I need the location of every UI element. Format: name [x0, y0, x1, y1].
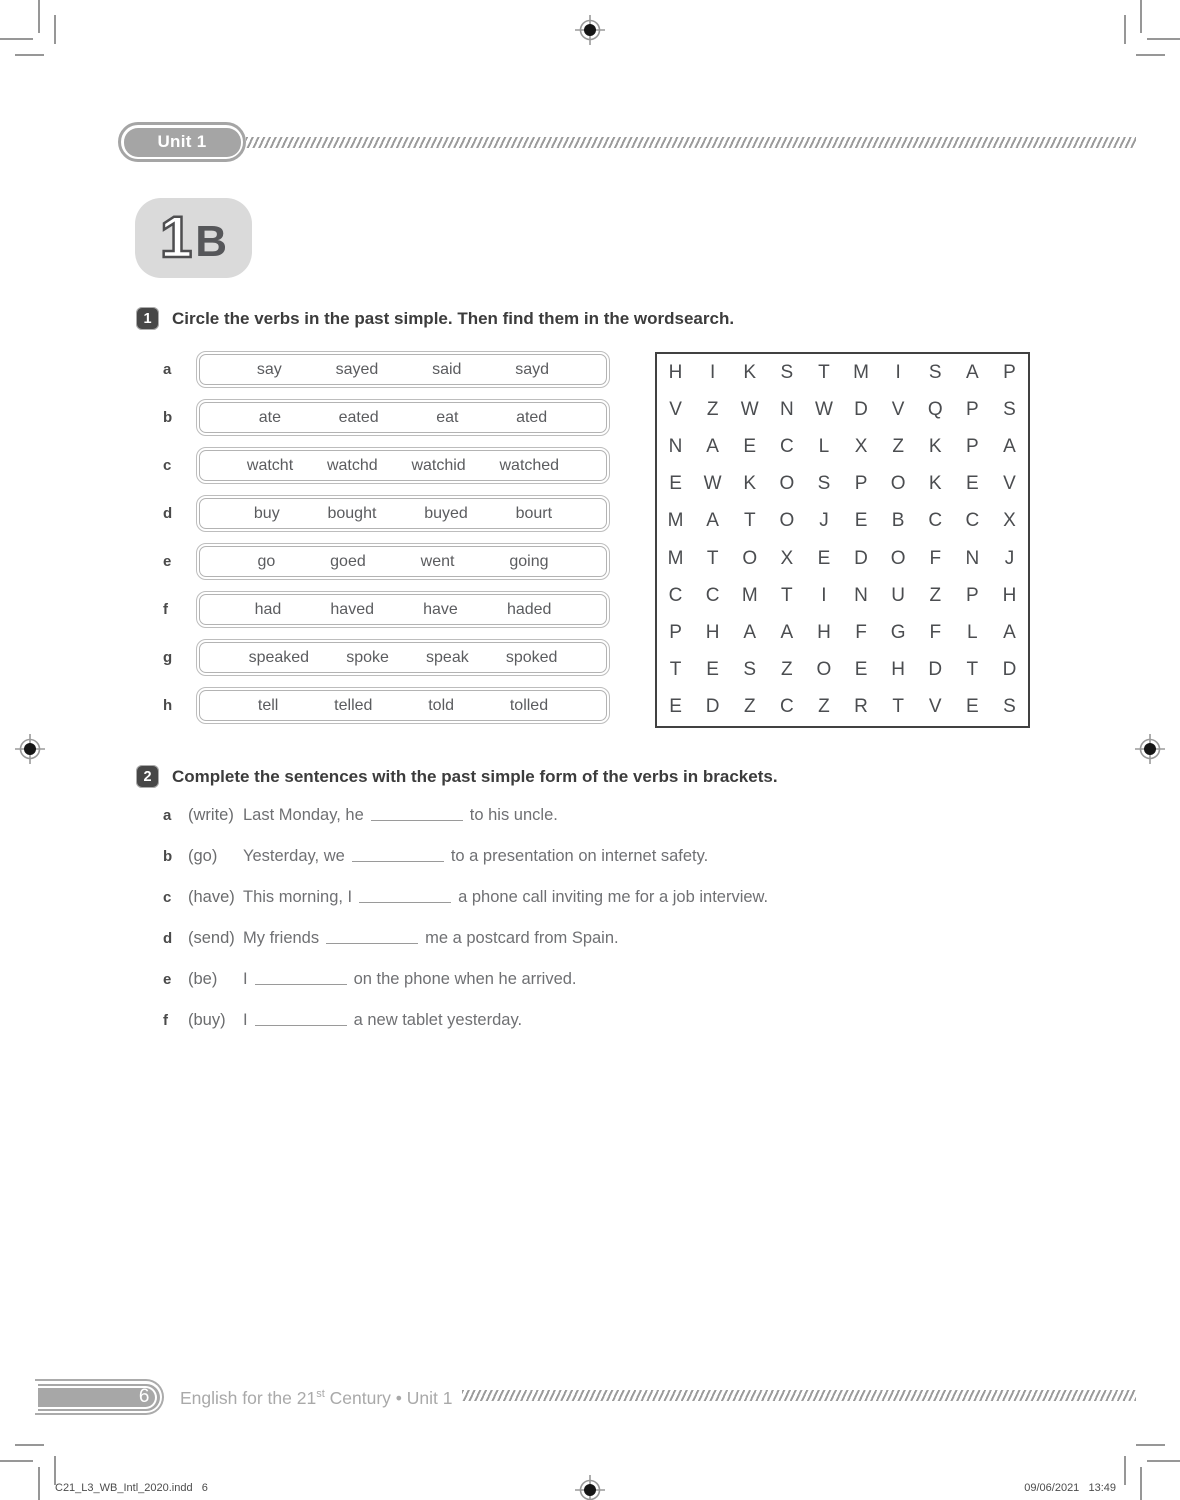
wordsearch-cell[interactable]: Z — [743, 696, 756, 718]
verb-option[interactable]: told — [428, 696, 455, 714]
crop-mark — [1140, 1467, 1142, 1500]
options-box — [196, 351, 610, 388]
verb-option[interactable]: watchd — [326, 456, 378, 474]
wordsearch-cell[interactable]: D — [854, 547, 868, 569]
wordsearch-cell[interactable]: W — [814, 398, 833, 420]
sentence-post: to his uncle. — [469, 806, 558, 824]
wordsearch-cell[interactable]: M — [667, 510, 684, 532]
verb-option[interactable]: bourt — [515, 504, 553, 522]
registration-mark-icon — [575, 1475, 605, 1500]
sentence-pre: I — [243, 1011, 248, 1029]
wordsearch-cell[interactable]: O — [890, 547, 906, 569]
sentence-pre: My friends — [243, 929, 320, 947]
wordsearch-cell[interactable]: S — [780, 361, 794, 383]
sentence-text — [243, 847, 708, 866]
unit-tab — [118, 122, 246, 162]
sentence-item — [163, 970, 1113, 993]
registration-mark-icon — [575, 15, 605, 45]
verb-option[interactable]: eat — [436, 408, 459, 426]
verb-option[interactable]: tolled — [509, 696, 549, 714]
wordsearch-cell[interactable]: I — [710, 361, 716, 383]
wordsearch-cell[interactable]: C — [668, 584, 683, 606]
verb-option[interactable]: had — [254, 600, 282, 618]
registration-mark-icon — [15, 734, 45, 764]
wordsearch-cell[interactable]: D — [1002, 659, 1017, 681]
verb-option[interactable]: buyed — [424, 504, 468, 522]
wordsearch-cell[interactable]: N — [965, 547, 980, 569]
wordsearch-row — [657, 466, 1028, 503]
item-verb: (send) — [188, 929, 235, 947]
wordsearch-cell[interactable]: D — [854, 398, 868, 420]
unit-tab-label: Unit 1 — [124, 128, 241, 157]
verb-option[interactable]: ate — [258, 408, 282, 426]
wordsearch-cell[interactable]: T — [706, 547, 719, 569]
sentence-item — [163, 888, 1113, 911]
verb-option[interactable]: bought — [327, 504, 377, 522]
wordsearch-cell[interactable]: B — [891, 510, 905, 532]
verb-option[interactable]: eated — [338, 408, 379, 426]
wordsearch-cell[interactable]: V — [669, 398, 682, 420]
sentence-text — [243, 1011, 522, 1030]
wordsearch-cell[interactable]: O — [816, 659, 832, 681]
wordsearch-cell[interactable]: O — [779, 473, 795, 495]
options-box — [196, 543, 610, 580]
crop-mark — [15, 54, 44, 56]
footer-series-title — [180, 1388, 452, 1409]
wordsearch-cell[interactable]: I — [821, 584, 827, 606]
sentence-text — [243, 929, 619, 948]
wordsearch-cell[interactable]: J — [1004, 547, 1015, 569]
footer-page-pill — [35, 1379, 164, 1415]
wordsearch-cell[interactable]: A — [1003, 435, 1016, 457]
crop-mark — [1140, 0, 1142, 33]
answer-blank[interactable] — [352, 861, 444, 862]
exercise2-header — [136, 765, 778, 788]
verb-option[interactable]: go — [257, 552, 276, 570]
item-verb: (go) — [188, 847, 218, 865]
item-verb: (buy) — [188, 1011, 226, 1029]
options-box — [196, 591, 610, 628]
exercise2-items — [163, 806, 1113, 1052]
verb-options-row — [163, 639, 610, 676]
wordsearch-cell[interactable]: N — [779, 398, 794, 420]
footer-title-pre: English for the 21 — [180, 1388, 317, 1408]
row-letter: g — [163, 649, 173, 666]
lesson-letter: B — [195, 217, 228, 266]
crop-mark — [54, 15, 56, 44]
sentence-post: a new tablet yesterday. — [353, 1011, 523, 1029]
verb-option[interactable]: buy — [253, 504, 280, 522]
item-verb: (write) — [188, 806, 234, 824]
exercise2-number-badge: 2 — [136, 765, 159, 788]
verb-options-row — [163, 543, 610, 580]
row-letter: c — [163, 457, 172, 474]
wordsearch-row — [657, 391, 1028, 428]
wordsearch-cell[interactable]: E — [854, 659, 868, 681]
wordsearch-cell[interactable]: H — [705, 621, 720, 643]
verb-option[interactable]: haved — [330, 600, 374, 618]
wordsearch-cell[interactable]: U — [891, 584, 905, 606]
wordsearch-cell[interactable]: K — [928, 473, 942, 495]
verb-option[interactable]: tell — [257, 696, 279, 714]
wordsearch-cell[interactable]: S — [1003, 696, 1016, 718]
wordsearch-cell[interactable]: A — [706, 510, 719, 532]
verb-option[interactable]: going — [509, 552, 549, 570]
wordsearch-cell[interactable]: C — [965, 510, 980, 532]
row-letter: h — [163, 697, 173, 714]
crop-mark — [38, 0, 40, 33]
exercise1-rows — [163, 351, 610, 735]
lesson-number: 1 — [159, 205, 193, 270]
exercise1-header — [136, 307, 734, 330]
row-letter: a — [163, 361, 172, 378]
exercise1-instruction: Circle the verbs in the past simple. Then find them in the wordsearch. — [172, 309, 735, 328]
options-box — [196, 399, 610, 436]
sentence-item — [163, 929, 1113, 952]
crop-mark — [1124, 1456, 1126, 1485]
wordsearch-cell[interactable]: F — [929, 547, 942, 569]
wordsearch-row — [657, 614, 1028, 651]
wordsearch-cell[interactable]: L — [967, 621, 978, 643]
footer-title-sup: st — [316, 1388, 325, 1401]
wordsearch-cell[interactable]: S — [817, 473, 831, 495]
wordsearch-cell[interactable]: K — [743, 361, 757, 383]
wordsearch-cell[interactable]: E — [743, 435, 757, 457]
crop-mark — [1136, 54, 1165, 56]
wordsearch-cell[interactable]: T — [669, 659, 682, 681]
answer-blank[interactable] — [359, 902, 451, 903]
verb-option[interactable]: speaked — [248, 648, 310, 666]
wordsearch-cell[interactable]: H — [1002, 584, 1017, 606]
crop-mark — [54, 1456, 56, 1485]
footer-page-pill-fill — [38, 1384, 160, 1411]
item-verb: (be) — [188, 970, 218, 988]
verb-option[interactable]: watchid — [411, 456, 466, 474]
wordsearch-cell[interactable]: C — [779, 696, 794, 718]
registration-mark-icon — [1135, 734, 1165, 764]
wordsearch-cell[interactable]: M — [667, 547, 684, 569]
wordsearch-row — [657, 652, 1028, 689]
wordsearch-cell[interactable]: C — [705, 584, 720, 606]
wordsearch-cell[interactable]: Z — [781, 659, 793, 681]
item-letter: c — [163, 889, 172, 906]
wordsearch-cell[interactable]: F — [855, 621, 867, 643]
item-letter: b — [163, 848, 173, 865]
verb-options-row — [163, 351, 610, 388]
wordsearch-cell[interactable]: K — [743, 473, 757, 495]
crop-mark — [0, 38, 33, 40]
wordsearch-cell[interactable]: S — [743, 659, 757, 681]
wordsearch-cell[interactable]: I — [895, 361, 901, 383]
wordsearch-cell[interactable]: N — [668, 435, 683, 457]
header-hatched-rule — [246, 137, 1136, 148]
wordsearch-cell[interactable]: P — [1003, 361, 1016, 383]
sentence-post: to a presentation on internet safety. — [450, 847, 709, 865]
wordsearch-cell[interactable]: G — [890, 621, 906, 643]
wordsearch-cell[interactable]: Z — [929, 584, 942, 606]
wordsearch-cell[interactable]: C — [779, 435, 794, 457]
verb-option[interactable]: said — [432, 360, 462, 378]
wordsearch-cell[interactable]: N — [854, 584, 868, 606]
verb-option[interactable]: went — [420, 552, 455, 570]
item-letter: e — [163, 971, 172, 988]
wordsearch-cell[interactable]: Z — [706, 398, 719, 420]
sentence-item — [163, 806, 1113, 829]
wordsearch-cell[interactable]: V — [1003, 473, 1016, 495]
wordsearch-cell[interactable]: T — [743, 510, 756, 532]
verb-options-row — [163, 447, 610, 484]
wordsearch-cell[interactable]: P — [966, 435, 979, 457]
wordsearch-grid — [655, 352, 1030, 728]
wordsearch-cell[interactable]: K — [928, 435, 942, 457]
sentence-text — [243, 888, 768, 907]
wordsearch-cell[interactable]: M — [741, 584, 758, 606]
wordsearch-cell[interactable]: V — [928, 696, 942, 718]
footer-title-post: Century • Unit 1 — [324, 1388, 453, 1408]
wordsearch-cell[interactable]: E — [669, 473, 682, 495]
verb-option[interactable]: telled — [334, 696, 373, 714]
sentence-pre: Yesterday, we — [243, 847, 345, 865]
crop-mark — [1124, 15, 1126, 44]
exercise2-instruction: Complete the sentences with the past simple form of the verbs in brackets. — [172, 767, 778, 786]
item-letter: f — [163, 1012, 168, 1029]
wordsearch-row — [657, 428, 1028, 465]
verb-option[interactable]: have — [423, 600, 458, 618]
wordsearch-cell[interactable]: A — [1003, 621, 1016, 643]
wordsearch-cell[interactable]: T — [818, 361, 830, 383]
sentence-post: me a postcard from Spain. — [425, 929, 619, 947]
sentence-pre: Last Monday, he — [243, 806, 364, 824]
wordsearch-cell[interactable]: E — [966, 696, 979, 718]
row-letter: d — [163, 505, 173, 522]
wordsearch-cell[interactable]: P — [669, 621, 682, 643]
wordsearch-cell[interactable]: H — [891, 659, 905, 681]
wordsearch-row — [657, 540, 1028, 577]
verb-option[interactable]: watched — [499, 456, 560, 474]
lesson-badge — [135, 198, 252, 278]
wordsearch-cell[interactable]: P — [966, 584, 979, 606]
options-box — [196, 687, 610, 724]
answer-blank[interactable] — [326, 943, 418, 944]
verb-options-row — [163, 399, 610, 436]
wordsearch-cell[interactable]: P — [966, 398, 979, 420]
wordsearch-cell[interactable]: S — [928, 361, 942, 383]
sentence-text — [243, 970, 577, 989]
print-file-name: C21_L3_WB_Intl_2020.indd 6 — [55, 1482, 208, 1494]
sentence-text — [243, 806, 558, 825]
wordsearch-cell[interactable]: T — [892, 696, 904, 718]
answer-blank[interactable] — [371, 820, 463, 821]
row-letter: e — [163, 553, 172, 570]
wordsearch-cell[interactable]: X — [1003, 510, 1016, 532]
verb-options-row — [163, 495, 610, 532]
verb-option[interactable]: spoked — [505, 648, 558, 666]
crop-mark — [1147, 1460, 1180, 1462]
wordsearch-row — [657, 577, 1028, 614]
wordsearch-cell[interactable]: W — [703, 473, 722, 495]
wordsearch-cell[interactable]: Z — [892, 435, 904, 457]
page-number: 6 — [138, 1386, 150, 1407]
crop-mark — [1147, 38, 1180, 40]
wordsearch-cell[interactable]: O — [779, 510, 795, 532]
verb-option[interactable]: haded — [506, 600, 552, 618]
answer-blank[interactable] — [255, 984, 347, 985]
wordsearch-cell[interactable]: A — [780, 621, 794, 643]
verb-option[interactable]: sayd — [515, 360, 550, 378]
wordsearch-cell[interactable]: P — [854, 473, 868, 495]
wordsearch-cell[interactable]: C — [928, 510, 943, 532]
sentence-item — [163, 1011, 1113, 1034]
footer-hatched-rule — [462, 1390, 1136, 1401]
wordsearch-cell[interactable]: T — [781, 584, 793, 606]
wordsearch-cell[interactable]: A — [966, 361, 979, 383]
wordsearch-cell[interactable]: J — [819, 510, 829, 532]
wordsearch-cell[interactable]: A — [706, 435, 719, 457]
item-letter: a — [163, 807, 172, 824]
wordsearch-cell[interactable]: O — [742, 547, 758, 569]
wordsearch-cell[interactable]: R — [854, 696, 868, 718]
sentence-post: a phone call inviting me for a job interview. — [458, 888, 769, 906]
wordsearch-cell[interactable]: E — [817, 547, 831, 569]
wordsearch-row — [657, 503, 1028, 540]
wordsearch-cell[interactable]: T — [966, 659, 979, 681]
sentence-item — [163, 847, 1113, 870]
wordsearch-cell[interactable]: A — [743, 621, 757, 643]
wordsearch-cell[interactable]: S — [1003, 398, 1016, 420]
wordsearch-cell[interactable]: F — [929, 621, 942, 643]
sentence-pre: I — [243, 970, 248, 988]
wordsearch-cell[interactable]: O — [890, 473, 906, 495]
wordsearch-cell[interactable]: X — [780, 547, 794, 569]
verb-options-row — [163, 591, 610, 628]
wordsearch-cell[interactable]: D — [928, 659, 943, 681]
wordsearch-cell[interactable]: H — [668, 361, 683, 383]
row-letter: b — [163, 409, 173, 426]
verb-options-row — [163, 687, 610, 724]
wordsearch-cell[interactable]: E — [966, 473, 979, 495]
row-letter: f — [163, 601, 168, 618]
verb-option[interactable]: ated — [516, 408, 548, 426]
wordsearch-cell[interactable]: E — [706, 659, 719, 681]
wordsearch-cell[interactable]: Z — [818, 696, 830, 718]
wordsearch-cell[interactable]: D — [705, 696, 720, 718]
sentence-pre: This morning, I — [243, 888, 353, 906]
crop-mark — [0, 1460, 33, 1462]
options-box — [196, 447, 610, 484]
verb-option[interactable]: say — [256, 360, 282, 378]
crop-mark — [15, 1444, 44, 1446]
print-datetime: 09/06/2021 13:49 — [1024, 1482, 1116, 1494]
verb-option[interactable]: goed — [330, 552, 366, 570]
crop-mark — [1136, 1444, 1165, 1446]
options-box — [196, 495, 610, 532]
wordsearch-cell[interactable]: W — [740, 398, 759, 420]
verb-option[interactable]: watcht — [246, 456, 294, 474]
verb-option[interactable]: sayed — [335, 360, 379, 378]
wordsearch-cell[interactable]: X — [854, 435, 868, 457]
wordsearch-cell[interactable]: H — [817, 621, 831, 643]
sentence-post: on the phone when he arrived. — [353, 970, 577, 988]
item-letter: d — [163, 930, 173, 947]
item-verb: (have) — [188, 888, 235, 906]
crop-mark — [38, 1467, 40, 1500]
wordsearch-cell[interactable]: Q — [927, 398, 943, 420]
wordsearch-row — [657, 354, 1028, 391]
wordsearch-cell[interactable]: L — [818, 435, 830, 457]
wordsearch-cell[interactable]: V — [891, 398, 905, 420]
answer-blank[interactable] — [255, 1025, 347, 1026]
wordsearch-cell[interactable]: E — [669, 696, 682, 718]
verb-option[interactable]: spoke — [346, 648, 389, 666]
exercise1-number-badge: 1 — [136, 307, 159, 330]
verb-option[interactable]: speak — [426, 648, 469, 666]
options-box — [196, 639, 610, 676]
wordsearch-cell[interactable]: M — [853, 361, 869, 383]
wordsearch-row — [657, 689, 1028, 726]
wordsearch-cell[interactable]: E — [854, 510, 868, 532]
